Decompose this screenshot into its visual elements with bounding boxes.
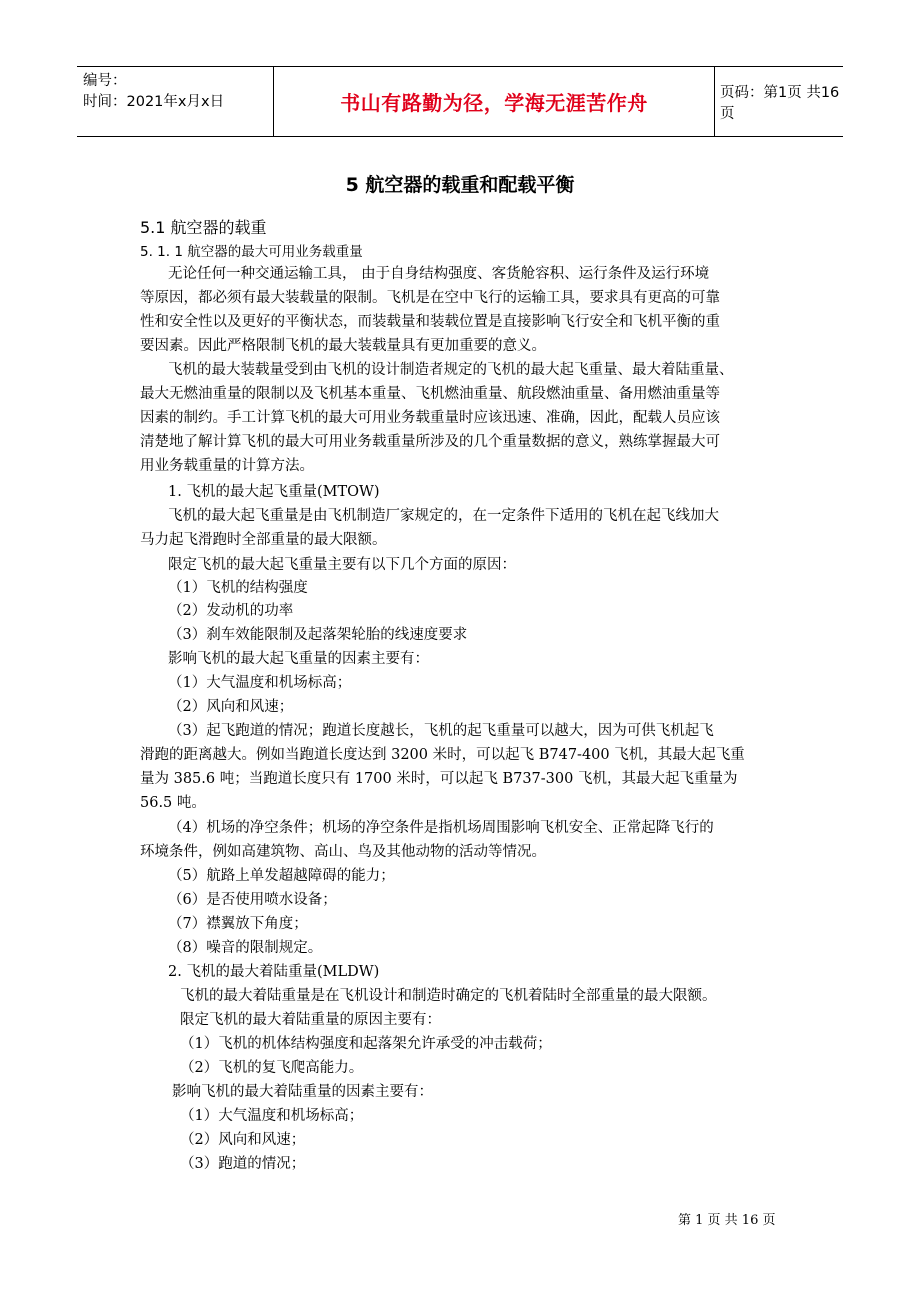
page-header (77, 66, 843, 137)
body-line: 限定飞机的最大着陆重量的原因主要有： (180, 1012, 441, 1028)
body-line: 最大无燃油重量的限制以及飞机基本重量、飞机燃油重量、航段燃油重量、备用燃油重量等 (140, 386, 720, 402)
body-line: 飞机的最大起飞重量是由飞机制造厂家规定的，在一定条件下适用的飞机在起飞线加大 (168, 508, 719, 524)
body-line: 清楚地了解计算飞机的最大可用业务载重量所涉及的几个重量数据的意义，熟练掌握最大可 (140, 434, 720, 450)
list-item: （2）发动机的功率 (168, 603, 294, 619)
chapter-title: 5 航空器的载重和配载平衡 (345, 174, 575, 196)
list-item: （4）机场的净空条件；机场的净空条件是指机场周围影响飞机安全、正常起降飞行的 (168, 820, 714, 836)
section-heading: 5.1 航空器的载重 (140, 218, 267, 237)
body-line: 飞机的最大装载量受到由飞机的设计制造者规定的飞机的最大起飞重量、最大着陆重量、 (168, 362, 734, 378)
document-date: 时间：2021年x月x日 (83, 94, 225, 110)
page-footer: 第 1 页 共 16 页 (678, 1213, 776, 1228)
body-line: 要因素。因此严格限制飞机的最大装载量具有更加重要的意义。 (140, 338, 546, 354)
list-item: （8）噪音的限制规定。 (168, 940, 323, 956)
list-item: （2）风向和风速； (180, 1132, 306, 1148)
subsection-heading: 5. 1. 1 航空器的最大可用业务载重量 (140, 244, 363, 260)
body-line: 因素的制约。手工计算飞机的最大可用业务载重量时应该迅速、准确，因此，配载人员应该 (140, 410, 720, 426)
list-item: （1）飞机的结构强度 (168, 580, 308, 596)
body-line: 滑跑的距离越大。例如当跑道长度达到 3200 米时，可以起飞 B747-400 飞机，其最大起飞重 (140, 747, 745, 763)
body-line: 影响飞机的最大着陆重量的因素主要有： (172, 1084, 433, 1100)
body-line: 性和安全性以及更好的平衡状态，而装载量和装载位置是直接影响飞行安全和飞机平衡的重 (140, 314, 720, 330)
header-motto: 书山有路勤为径，学海无涯苦作舟 (340, 91, 648, 115)
list-heading: 1. 飞机的最大起飞重量(MTOW) (168, 484, 380, 500)
list-heading: 2. 飞机的最大着陆重量(MLDW) (168, 964, 380, 980)
body-line: 马力起飞滑跑时全部重量的最大限额。 (140, 532, 387, 548)
body-line: 等原因，都必须有最大装载量的限制。飞机是在空中飞行的运输工具，要求具有更高的可靠 (140, 290, 720, 306)
header-page-info: 页码：第1页 共16页 (720, 84, 840, 122)
list-item: （2）风向和风速； (168, 699, 294, 715)
body-line: 飞机的最大着陆重量是在飞机设计和制造时确定的飞机着陆时全部重量的最大限额。 (180, 988, 717, 1004)
list-item: （1）飞机的机体结构强度和起落架允许承受的冲击载荷； (180, 1036, 552, 1052)
list-item: （3）刹车效能限制及起落架轮胎的线速度要求 (168, 627, 468, 643)
list-item: （2）飞机的复飞爬高能力。 (180, 1060, 364, 1076)
document-number-label: 编号： (83, 73, 127, 89)
body-line: 限定飞机的最大起飞重量主要有以下几个方面的原因： (168, 557, 516, 573)
list-item: （3）跑道的情况； (180, 1156, 306, 1172)
body-line: 影响飞机的最大起飞重量的因素主要有： (168, 651, 429, 667)
body-line: 环境条件，例如高建筑物、高山、鸟及其他动物的活动等情况。 (140, 844, 546, 860)
list-item: （3）起飞跑道的情况；跑道长度越长，飞机的起飞重量可以越大，因为可供飞机起飞 (168, 723, 714, 739)
header-motto-cell (273, 67, 715, 136)
header-page-info-cell (714, 67, 843, 136)
list-item: （6）是否使用喷水设备； (168, 892, 337, 908)
body-line: 量为 385.6 吨；当跑道长度只有 1700 米时，可以起飞 B737-300 飞机，其最大起飞重量为 (140, 771, 738, 787)
list-item: （7）襟翼放下角度； (168, 916, 308, 932)
list-item: （1）大气温度和机场标高； (180, 1108, 364, 1124)
body-line: 56.5 吨。 (140, 795, 206, 811)
body-line: 用业务载重量的计算方法。 (140, 458, 314, 474)
header-left-cell (77, 67, 272, 136)
list-item: （1）大气温度和机场标高； (168, 675, 352, 691)
body-line: 无论任何一种交通运输工具， 由于自身结构强度、客货舱容积、运行条件及运行环境 (168, 266, 710, 282)
list-item: （5）航路上单发超越障碍的能力； (168, 868, 395, 884)
